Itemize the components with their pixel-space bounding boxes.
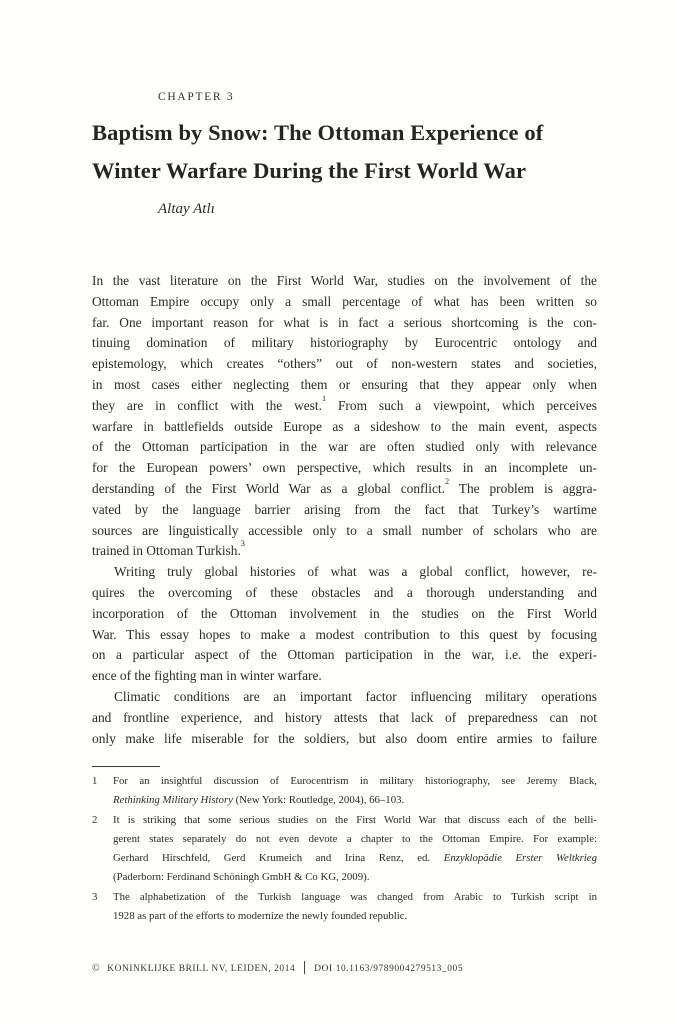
text-line: [92, 729, 597, 750]
text-segment: quires the overcoming of these obstacles and a thorough understanding and: [92, 584, 597, 600]
text-segment: 1928 as part of the efforts to modernize the newly founded republic.: [113, 910, 408, 923]
text-segment: derstanding of the First World War as a global conflict.: [92, 480, 445, 496]
text-segment: epistemology, which creates “others” out of non-western states and societies,: [92, 356, 597, 372]
text-line: [92, 583, 597, 604]
footnote: [92, 888, 597, 927]
text-line: [92, 393, 598, 417]
text-segment: they are in conflict with the west.: [92, 397, 322, 413]
footnote-marker: 3: [240, 539, 245, 549]
text-segment: vated by the language barrier arising from the fact that Turkey’s wartime: [92, 501, 597, 517]
text-line: [92, 708, 597, 729]
chapter-title: [92, 114, 612, 189]
text-segment: Writing truly global histories of what was a global conflict, however, re-: [114, 564, 597, 580]
text-line: [92, 687, 597, 708]
text-segment: (New York: Routledge, 2004), 66–103.: [232, 794, 405, 807]
publisher-text: KONINKLIJKE BRILL NV, LEIDEN, 2014: [107, 964, 296, 974]
text-segment: From such a viewpoint, which perceives: [326, 397, 598, 413]
text-segment: tinuing domination of military historiography by Eurocentric ontology and: [92, 335, 597, 351]
footnote-number: 2: [92, 813, 98, 826]
text-line: [92, 604, 597, 625]
text-line: [92, 500, 597, 521]
footer-divider: [304, 961, 305, 974]
text-segment: far. One important reason for what is in fact a serious shortcoming is the con-: [92, 314, 597, 330]
text-line: [92, 354, 597, 375]
text-segment: incorporation of the Ottoman involvement in the studies on the First World: [92, 605, 597, 621]
page-footer: [92, 961, 463, 974]
text-line: [92, 562, 597, 583]
text-segment: War. This essay hopes to make a modest contribution to this quest by focusing: [92, 626, 597, 642]
text-line: [113, 811, 597, 830]
text-segment: (Paderborn: Ferdinand Schöningh GmbH & Co KG, 2009).: [113, 871, 370, 884]
body-paragraph: [92, 562, 597, 687]
text-segment: for the European powers’ own perspective, which results in an incomplete un-: [92, 460, 597, 476]
footnote-rule: [92, 766, 160, 767]
doi-text: DOI 10.1163/9789004279513_005: [314, 964, 464, 974]
text-line: [92, 625, 597, 646]
text-line: [92, 476, 598, 500]
chapter-label: CHAPTER 3: [158, 91, 235, 103]
footnote-marker: 1: [321, 393, 327, 403]
text-line: [92, 437, 597, 458]
text-line: [92, 417, 597, 438]
text-segment: sources are linguistically accessible only to a small number of scholars who are: [92, 522, 597, 538]
text-line: [92, 645, 597, 666]
footnotes-section: [92, 772, 597, 926]
footnote-marker: 2: [444, 476, 450, 486]
title-line-2: Winter Warfare During the First World War: [92, 157, 527, 183]
text-segment: in most cases either neglecting them or ensuring that they appear only when: [92, 376, 597, 392]
text-segment: In the vast literature on the First World War, studies on the involvement of the: [92, 273, 597, 288]
text-line: [92, 313, 597, 334]
text-line: [92, 458, 597, 479]
text-segment: and frontline experience, and history attests that lack of preparedness can not: [92, 709, 597, 725]
text-segment: trained in Ottoman Turkish.: [92, 543, 241, 559]
text-segment: For an insightful discussion of Eurocentrism in military historiography, see Jeremy Black,: [113, 775, 597, 787]
text-segment: Gerhard Hirschfeld, Gerd Krumeich and Irina Renz, ed.: [113, 852, 444, 865]
text-line: [92, 666, 597, 687]
text-segment: Climatic conditions are an important factor influencing military operations: [114, 688, 597, 704]
text-segment: Enzyklopädie Erster Weltkrieg: [443, 852, 597, 865]
text-segment: gerent states separately do not even devote a chapter to the Ottoman Empire. For example:: [113, 832, 597, 845]
footnote-number: 3: [92, 890, 98, 903]
text-segment: Rethinking Military History: [113, 794, 233, 807]
text-segment: on a particular aspect of the Ottoman participation in the war, i.e. the experi-: [92, 647, 597, 663]
copyright-symbol: ©: [92, 963, 101, 974]
text-segment: Ottoman Empire occupy only a small percentage of what has been written so: [92, 293, 597, 309]
footnote: [92, 772, 597, 811]
body-text: [92, 271, 597, 749]
footnote-text: [113, 888, 597, 927]
text-line: [92, 292, 597, 313]
body-paragraph: [92, 271, 597, 562]
text-segment: It is striking that some serious studies on the First World War that discuss each of the belli-: [113, 813, 597, 826]
text-segment: warfare in battlefields outside Europe as a sideshow to the main event, aspects: [92, 418, 597, 434]
text-line: [113, 791, 597, 810]
text-line: [92, 333, 597, 354]
footnote-text: [113, 811, 597, 888]
text-line: [92, 541, 597, 562]
text-segment: The problem is aggra-: [449, 480, 598, 496]
text-line: [92, 375, 597, 396]
text-segment: The alphabetization of the Turkish language was changed from Arabic to Turkish script in: [113, 890, 597, 903]
text-segment: of the Ottoman participation in the war are often studied only with relevance: [92, 439, 597, 455]
title-line-1: Baptism by Snow: The Ottoman Experience of: [92, 120, 544, 145]
text-segment: ence of the fighting man in winter warfare.: [92, 668, 322, 684]
text-line: [113, 849, 597, 868]
body-paragraph: [92, 687, 597, 749]
text-line: [113, 868, 597, 887]
footnote-text: [113, 772, 597, 811]
text-line: [113, 888, 597, 907]
text-segment: only make life miserable for the soldiers, but also doom entire armies to failure: [92, 730, 597, 746]
text-line: [113, 907, 597, 926]
author-name: Altay Atlı: [158, 201, 215, 217]
text-line: [92, 521, 597, 542]
footnote-number: 1: [92, 775, 98, 787]
text-line: [113, 830, 597, 849]
text-line: [113, 772, 597, 791]
text-line: [92, 271, 597, 292]
footnote: [92, 811, 597, 888]
